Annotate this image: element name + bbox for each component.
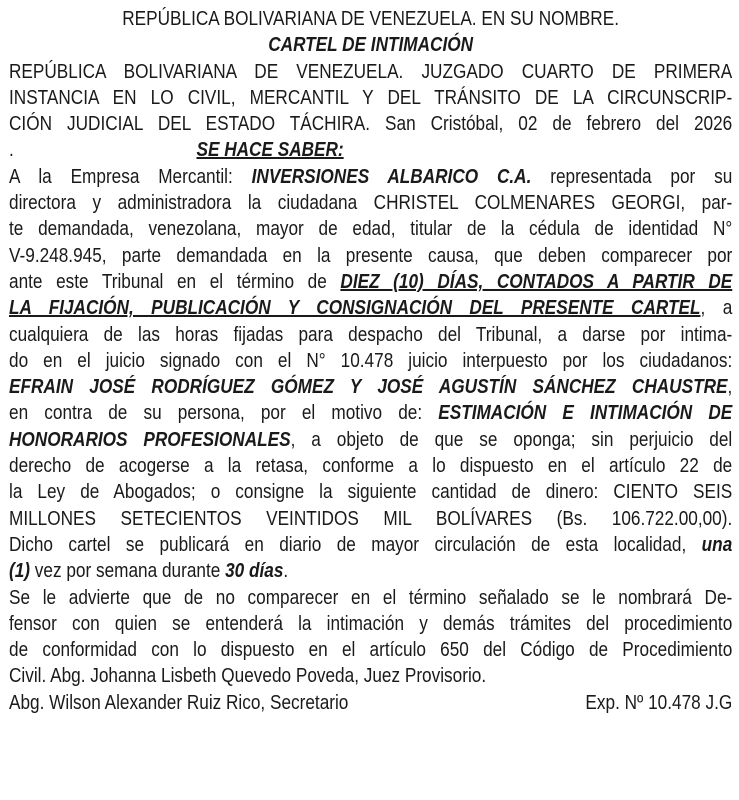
body-line-13: la Ley de Abogados; o consigne la siguiente cantidad de dinero: CIENTO SEIS <box>9 481 733 504</box>
plaintiffs-tail: , <box>727 376 733 399</box>
body-line-12: derecho de acogerse a la retasa, conforme a lo dispuesto en el artículo 22 de <box>9 455 733 478</box>
footer <box>9 690 732 716</box>
notice-heading-line <box>9 137 732 163</box>
body-line-14: MILLONES SETECIENTOS VEINTIDOS MIL BOLÍVARES (Bs. 106.722.00,00). <box>9 507 733 530</box>
body-line-3: te demandada, venezolana, mayor de edad, titular de la cédula de identidad N° <box>9 218 733 241</box>
body-line-1 <box>9 164 732 190</box>
intro-tail: representada por su <box>531 165 733 188</box>
body-line-6 <box>9 295 732 321</box>
body-line-2: directora y administradora la ciudadana CHRISTEL COLMENARES GEORGI, par- <box>9 192 733 215</box>
body-line-5 <box>9 269 732 295</box>
warning-line-4: Civil. Abg. Johanna Lisbeth Quevedo Poveda, Juez Provisorio. <box>9 665 487 688</box>
notice-text <box>9 6 732 716</box>
body-line-4: V-9.248.945, parte demandada en la presente causa, que deben comparecer por <box>9 244 733 267</box>
body-line-7: cualquiera de las horas fijadas para despacho del Tribunal, a darse por intima- <box>9 323 733 346</box>
term-intro: ante este Tribunal en el término de <box>9 270 341 293</box>
publication-line-2 <box>9 558 732 584</box>
body-line-9 <box>9 374 732 400</box>
header-line: REPÚBLICA BOLIVARIANA DE VENEZUELA. EN SU NOMBRE. <box>122 8 619 30</box>
motive-part-b: HONORARIOS PROFESIONALES <box>9 428 291 451</box>
warning-line-1: Se le advierte que de no comparecer en el término señalado se le nombrará De- <box>9 586 733 609</box>
term-part-a: DIEZ (10) DÍAS, CONTADOS A PARTIR DE <box>340 270 733 293</box>
publication-tail: . <box>283 560 289 583</box>
warning-line-2: fensor con quien se entenderá la intimación y demás trámites del procedimiento <box>9 612 733 635</box>
intro-text: A la Empresa Mercantil: <box>9 165 252 188</box>
frequency-una: una <box>701 533 733 556</box>
company-name: INVERSIONES ALBARICO C.A. <box>251 165 532 188</box>
body-line-11 <box>9 427 732 453</box>
expedient-number: Exp. Nº 10.478 J.G <box>585 691 733 714</box>
motive-part-a: ESTIMACIÓN E INTIMACIÓN DE <box>438 402 733 425</box>
leading-dot: . <box>9 139 14 162</box>
court-line-2: INSTANCIA EN LO CIVIL, MERCANTIL Y DEL TRÁNSITO DE LA CIRCUNSCRIP- <box>9 86 733 109</box>
se-hace-saber: SE HACE SABER: <box>196 139 344 162</box>
body-line-8: do en el juicio signado con el N° 10.478 juicio interpuesto por los ciudadanos: <box>9 349 733 372</box>
duration: 30 días <box>225 560 284 583</box>
court-line-1: REPÚBLICA BOLIVARIANA DE VENEZUELA. JUZGADO CUARTO DE PRIMERA <box>9 60 733 83</box>
term-part-b: LA FIJACIÓN, PUBLICACIÓN Y CONSIGNACIÓN DEL PRESENTE CARTEL <box>9 297 701 320</box>
motive-tail: , a objeto de que se oponga; sin perjuicio del <box>290 428 733 451</box>
plaintiffs-names: EFRAIN JOSÉ RODRÍGUEZ GÓMEZ Y JOSÉ AGUSTÍN SÁNCHEZ CHAUSTRE <box>9 376 728 399</box>
publication-line-1 <box>9 532 732 558</box>
secretary-signature: Abg. Wilson Alexander Ruiz Rico, Secretario <box>9 691 349 714</box>
notice-title: CARTEL DE INTIMACIÓN <box>268 34 474 57</box>
frequency-number: (1) <box>9 560 31 583</box>
term-tail: , a <box>700 297 733 320</box>
publication-mid: vez por semana durante <box>30 560 226 583</box>
publication-intro: Dicho cartel se publicará en diario de mayor circulación de esta localidad, <box>9 533 702 556</box>
body-line-10 <box>9 400 732 426</box>
motive-intro: en contra de su persona, por el motivo de: <box>9 402 439 425</box>
court-line-3: CIÓN JUDICIAL DEL ESTADO TÁCHIRA. San Cristóbal, 02 de febrero del 2026 <box>9 113 733 136</box>
warning-line-3: de conformidad con lo dispuesto en el artículo 650 del Código de Procedimiento <box>9 639 733 662</box>
